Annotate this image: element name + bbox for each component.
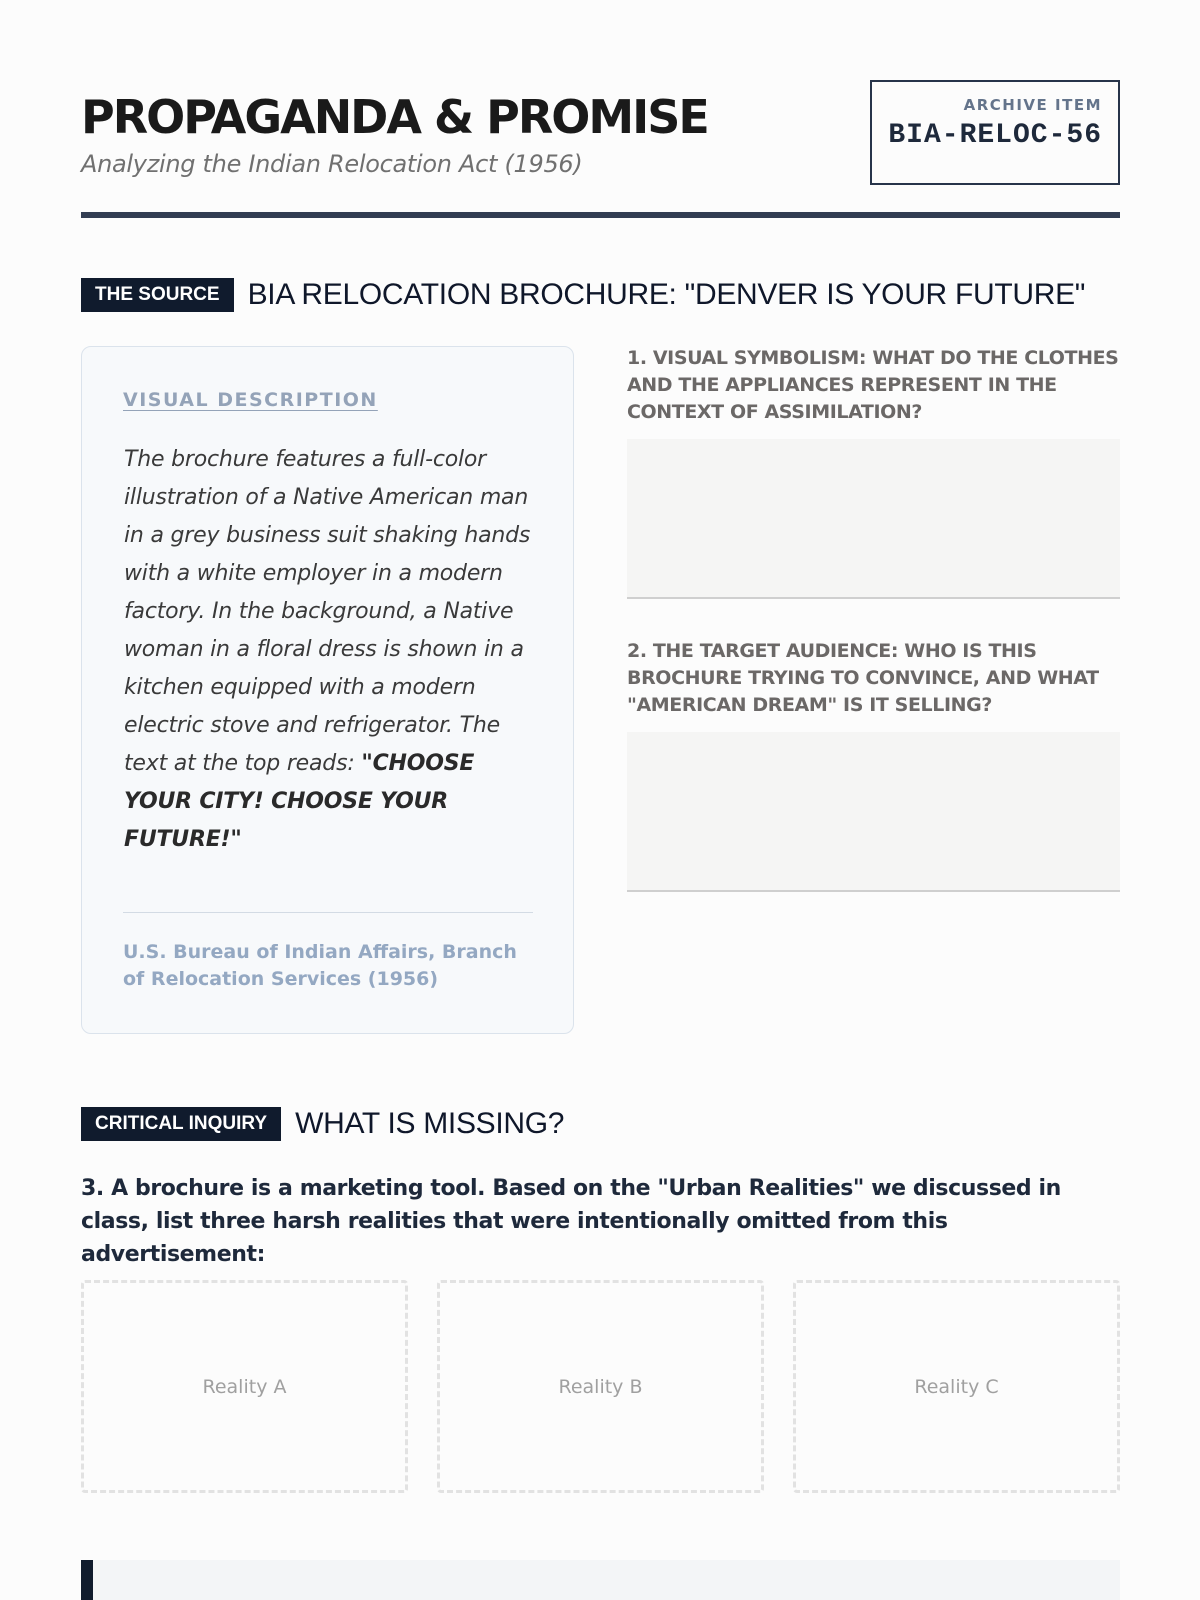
- archive-item-id: BIA-RELOC-56: [888, 120, 1102, 151]
- visual-description-card: [81, 346, 574, 1034]
- question-2-answer-box[interactable]: [627, 732, 1120, 892]
- archive-item-box: [870, 80, 1120, 185]
- page-title: PROPAGANDA & PROMISE: [81, 90, 708, 144]
- source-section-heading: [81, 278, 1085, 312]
- reality-b-box[interactable]: [437, 1280, 764, 1493]
- bottom-callout: [81, 1560, 1120, 1600]
- reality-c-placeholder: Reality C: [914, 1375, 999, 1398]
- bottom-callout-accent: [81, 1560, 93, 1600]
- inquiry-section-tag: CRITICAL INQUIRY: [81, 1107, 281, 1141]
- source-credit: U.S. Bureau of Indian Affairs, Branch of Relocation Services (1956): [123, 941, 517, 990]
- question-3-prompt: 3. A brochure is a marketing tool. Based on the "Urban Realities" we discussed in class, list three harsh realities that were intentionally omitted from this advertisement:: [81, 1176, 1061, 1267]
- question-1-answer-box[interactable]: [627, 439, 1120, 599]
- header: [81, 80, 1120, 220]
- reality-a-box[interactable]: [81, 1280, 408, 1493]
- reality-b-placeholder: Reality B: [558, 1375, 643, 1398]
- inquiry-section-heading: [81, 1107, 564, 1141]
- source-section-title: BIA RELOCATION BROCHURE: "DENVER IS YOUR FUTURE": [247, 278, 1086, 311]
- brochure-quote: "CHOOSE YOUR CITY! CHOOSE YOUR FUTURE!": [124, 751, 475, 852]
- reality-c-box[interactable]: [793, 1280, 1120, 1493]
- visual-description-text: [124, 441, 539, 859]
- header-divider: [81, 212, 1120, 218]
- question-2-prompt: 2. THE TARGET AUDIENCE: WHO IS THIS BROCHURE TRYING TO CONVINCE, AND WHAT "AMERICAN DREAM" IS IT SELLING?: [627, 640, 1099, 716]
- page-subtitle: Analyzing the Indian Relocation Act (1956): [81, 150, 583, 178]
- reality-a-placeholder: Reality A: [202, 1375, 287, 1398]
- question-1-prompt: 1. VISUAL SYMBOLISM: WHAT DO THE CLOTHES AND THE APPLIANCES REPRESENT IN THE CONTEXT OF ASSIMILATION?: [627, 347, 1119, 423]
- inquiry-section-title: WHAT IS MISSING?: [295, 1107, 565, 1140]
- visual-description-body: The brochure features a full-color illustration of a Native American man in a grey business suit shaking hands with a white employer in a modern factory. In the background, a Native woman in a floral dress is shown in a kitchen equipped with a modern electric stove and refrigerator. The text at the top reads:: [124, 447, 531, 776]
- card-divider: [123, 912, 533, 913]
- visual-description-label: VISUAL DESCRIPTION: [123, 389, 378, 411]
- archive-item-label: ARCHIVE ITEM: [963, 96, 1102, 114]
- source-section-tag: THE SOURCE: [81, 278, 234, 312]
- worksheet-page: [81, 0, 1120, 1600]
